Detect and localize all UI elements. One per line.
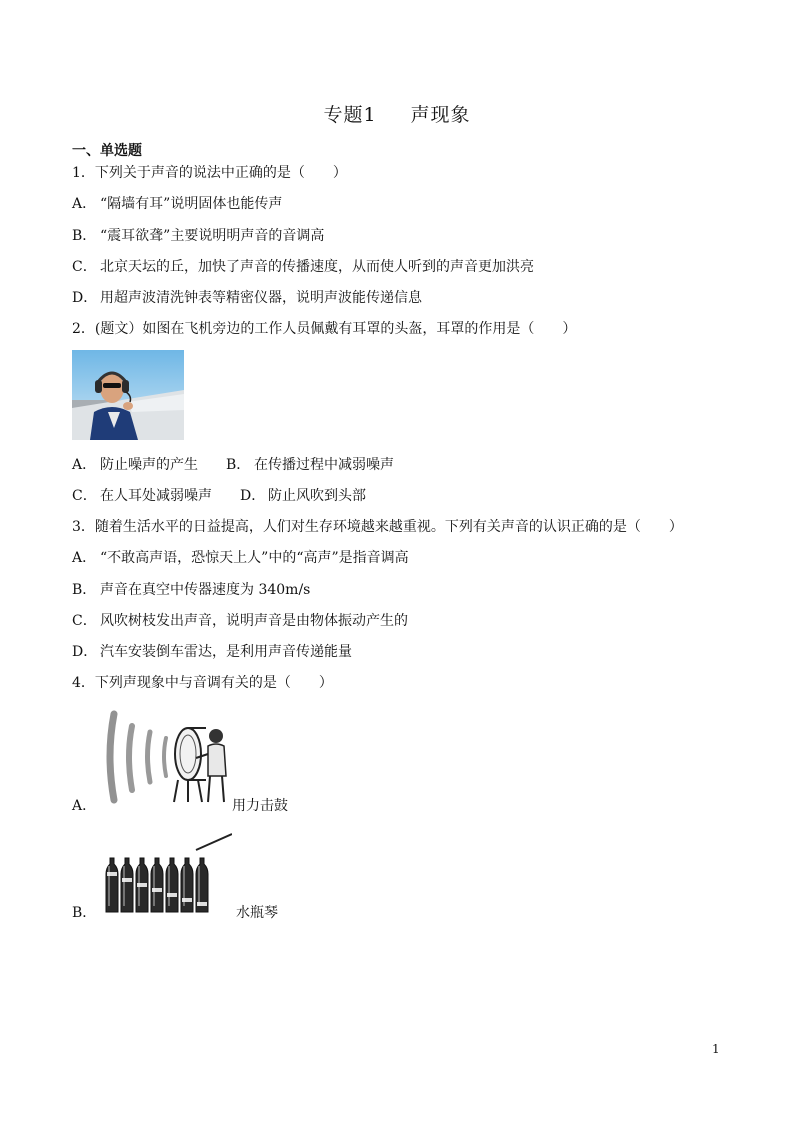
q3-stem: 3．随着生活水平的日益提高，人们对生存环境越来越重视。下列有关声音的认识正确的是（ ） — [72, 519, 683, 535]
title-prefix: 专题1 — [323, 104, 377, 126]
q1-option-b: B． “震耳欲聋”主要说明明声音的音调高 — [72, 228, 325, 244]
q4-stem: 4．下列声现象中与音调有关的是（ ） — [72, 675, 333, 691]
water-bottles-illustration — [104, 830, 232, 916]
q3-option-a: A． “不敢高声语，恐惊天上人”中的“高声”是指音调高 — [72, 550, 409, 566]
q3-option-d: D． 汽车安装倒车雷达，是利用声音传递能量 — [72, 644, 352, 660]
q2-options-row-2: C． 在人耳处减弱噪声 D． 防止风吹到头部 — [72, 488, 366, 504]
q1-option-c: C． 北京天坛的丘，加快了声音的传播速度，从而使人听到的声音更加洪亮 — [72, 259, 534, 275]
q4-option-a-caption: 用力击鼓 — [232, 798, 288, 814]
q1-stem: 1．下列关于声音的说法中正确的是（ ） — [72, 165, 347, 181]
q3-option-c: C． 风吹树枝发出声音，说明声音是由物体振动产生的 — [72, 613, 408, 629]
q4-option-b-label: B． — [72, 905, 97, 921]
title-topic: 声现象 — [410, 104, 471, 126]
q1-option-d: D． 用超声波清洗钟表等精密仪器，说明声波能传递信息 — [72, 290, 422, 306]
page-title — [0, 100, 794, 127]
q4-option-b-caption: 水瓶琴 — [236, 905, 278, 921]
q3-option-b: B． 声音在真空中传器速度为 340m/s — [72, 582, 311, 598]
q2-stem: 2．(题文）如图在飞机旁边的工作人员佩戴有耳罩的头盔，耳罩的作用是（ ） — [72, 321, 577, 337]
drum-illustration — [104, 710, 232, 806]
section-heading: 一、单选题 — [72, 143, 142, 159]
page-number: 1 — [712, 1042, 720, 1056]
q4-option-a-label: A． — [72, 798, 97, 814]
q2-options-row-1: A． 防止噪声的产生 B． 在传播过程中减弱噪声 — [72, 457, 394, 473]
q2-photo-worker-with-earmuffs — [72, 350, 184, 440]
q1-option-a: A． “隔墙有耳”说明固体也能传声 — [72, 196, 283, 212]
